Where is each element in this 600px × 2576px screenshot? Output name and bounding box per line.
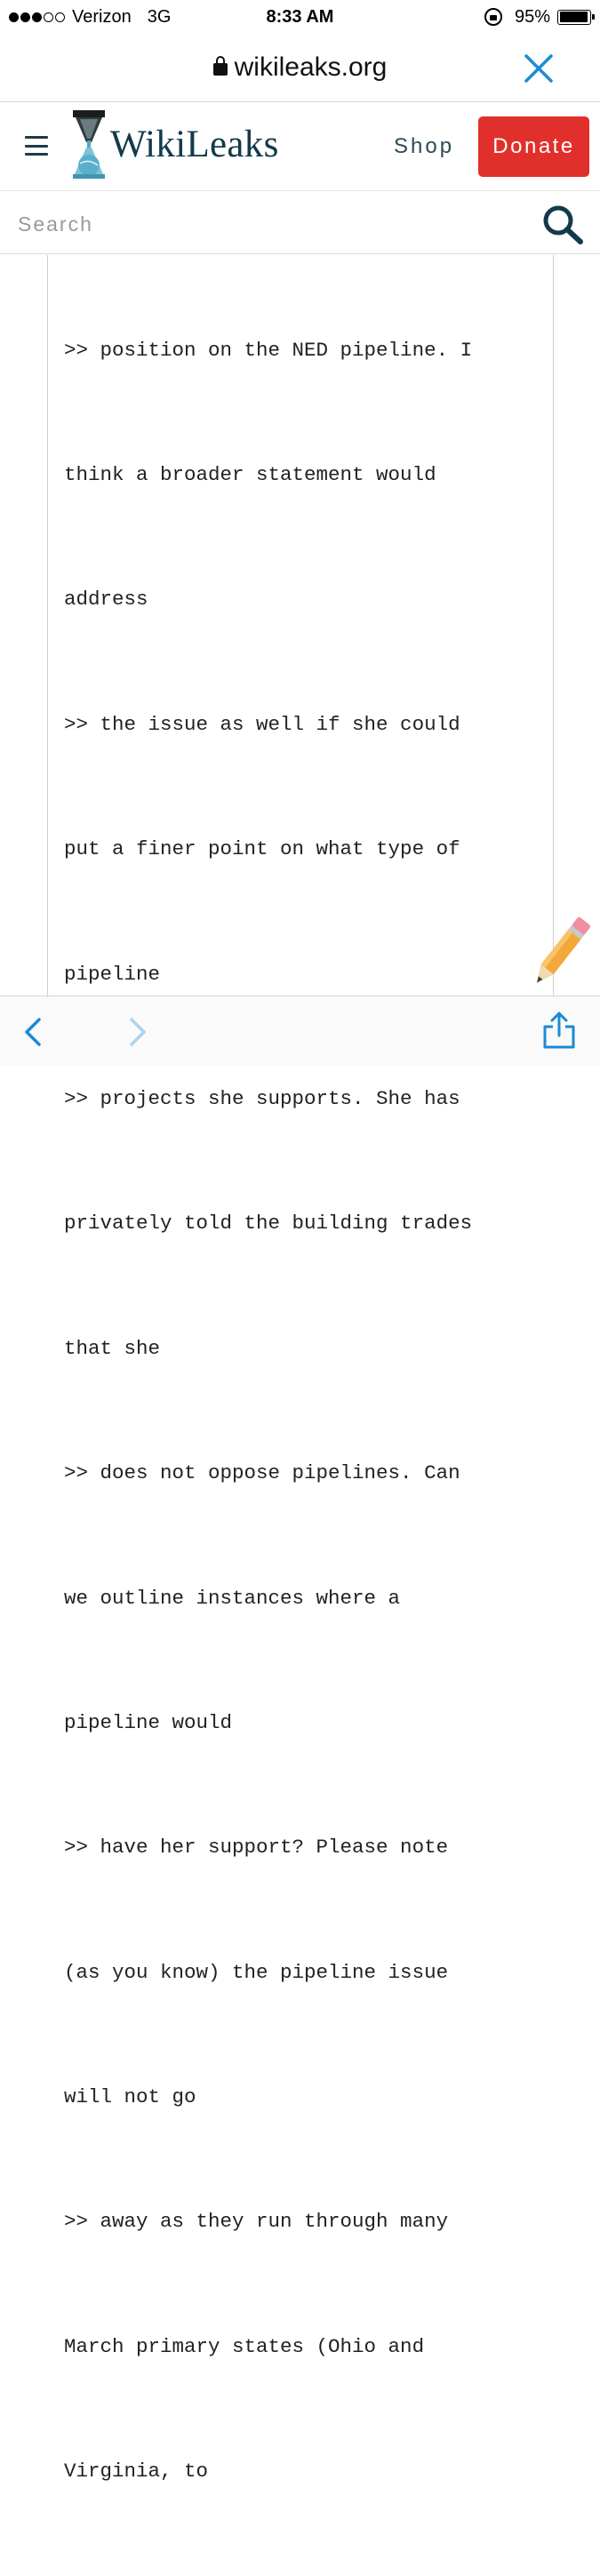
- wikileaks-hourglass-logo-icon[interactable]: [71, 108, 107, 180]
- search-input[interactable]: [18, 206, 516, 242]
- email-line: Virginia, to: [64, 2460, 209, 2484]
- email-line: pipeline would: [64, 1710, 233, 1734]
- email-line: we outline instances where a: [64, 1586, 401, 1610]
- battery-icon: [557, 10, 591, 25]
- email-line: put a finer point on what type of: [64, 837, 460, 861]
- menu-icon[interactable]: [25, 136, 48, 156]
- email-line: privately told the building trades: [64, 1212, 473, 1236]
- browser-url-bar: [0, 34, 600, 102]
- site-logo-text[interactable]: WikiLeaks: [110, 124, 279, 165]
- email-line: >> away as they run through many: [64, 2210, 449, 2234]
- address-field[interactable]: [0, 50, 600, 85]
- battery-fill: [560, 12, 588, 22]
- email-line: that she: [64, 1336, 161, 1360]
- email-line: pipeline: [64, 962, 161, 986]
- back-chevron-icon[interactable]: [20, 1014, 46, 1050]
- network-type: 3G: [147, 6, 172, 27]
- email-line: >> position on the NED pipeline. I: [64, 338, 473, 362]
- pencil-icon[interactable]: [532, 911, 590, 993]
- email-line: think a broader statement would: [64, 462, 436, 486]
- email-line: (as you know) the pipeline issue: [64, 1960, 449, 1984]
- email-line: address: [64, 588, 148, 612]
- site-header: [0, 103, 600, 191]
- url-text: wikileaks.org: [234, 52, 388, 82]
- donate-button[interactable]: Donate: [478, 116, 589, 177]
- browser-toolbar: [0, 996, 600, 1067]
- status-time: 8:33 AM: [266, 7, 334, 27]
- padlock-icon: [213, 63, 228, 76]
- status-right: [484, 5, 591, 28]
- email-line: will not go: [64, 2085, 196, 2109]
- email-line: >> does not oppose pipelines. Can: [64, 1461, 460, 1485]
- forward-chevron-icon[interactable]: [124, 1014, 151, 1050]
- status-bar: [0, 0, 600, 34]
- search-icon[interactable]: [541, 204, 586, 245]
- email-line: >> projects she supports. She has: [64, 1086, 460, 1110]
- email-line: March primary states (Ohio and: [64, 2334, 425, 2358]
- search-bar: [0, 192, 600, 254]
- email-body: [64, 246, 544, 2576]
- close-icon[interactable]: [522, 52, 556, 85]
- share-icon[interactable]: [540, 1011, 578, 1050]
- shop-link[interactable]: Shop: [394, 134, 455, 158]
- email-content: [47, 255, 554, 2484]
- rotation-lock-icon: [484, 8, 502, 26]
- carrier-name: Verizon: [72, 6, 132, 27]
- email-line: >> have her support? Please note: [64, 1836, 449, 1860]
- battery-percent: 95%: [514, 6, 550, 27]
- email-line: >> the issue as well if she could: [64, 712, 460, 736]
